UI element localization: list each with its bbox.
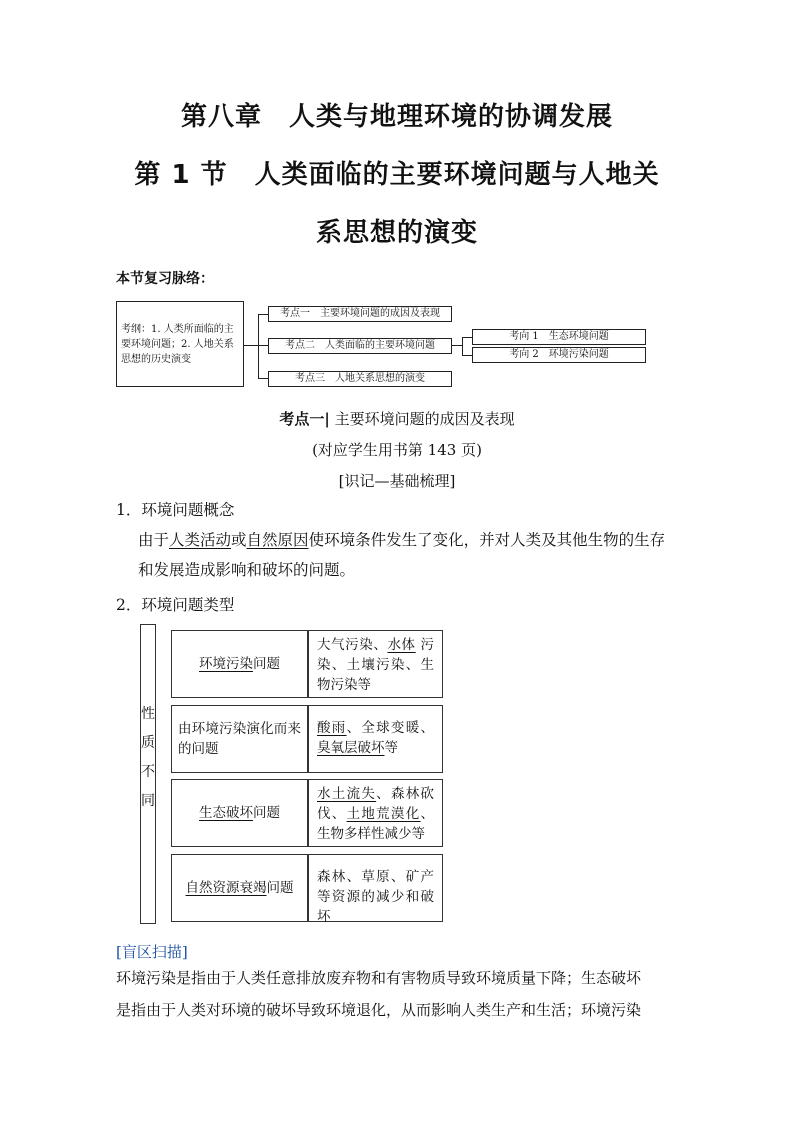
connector [244,345,258,346]
bracket-char: 质 [141,735,155,751]
section-title-line1: 第 1 节 人类面临的主要环境问题与人地关 [134,160,660,190]
blind-zone-line1: 环境污染是指由于人类任意排放废弃物和有害物质导致环境质量下降；生态破坏 [116,969,642,987]
text-span: 、生物多样性减少等 [317,806,435,842]
bracket-label [140,700,156,816]
section-title-line2: 系思想的演变 [315,218,478,248]
section1-text-line2: 和发展造成影响和破坏的问题。 [138,561,356,579]
connector [258,378,268,379]
connector [452,345,462,346]
text-span: 问题 [253,656,280,672]
blank-env-pollution: 环境污染 [199,656,253,672]
direction2-box: 考向 2 环境污染问题 [472,347,646,363]
desc-cell-resources [308,854,443,925]
desc-cell-derived [308,705,443,773]
root-line: 思想的历史演变 [121,354,191,365]
text-span: 由于 [138,531,170,549]
text-span: 污染、土壤污染、生物污染等 [317,637,435,693]
blank-ozone: 臭氧层破坏 [317,740,385,756]
text-span: 使环境条件发生了变化，并对人类及其他生物的生存 [308,531,666,549]
kaodian-header [0,408,794,429]
type-cell-derived [171,705,308,773]
text-span: 大气污染、 [317,637,388,653]
desc-cell-pollution [308,630,443,698]
kaodian-ref: (对应学生用书第 143 页) [312,441,482,459]
type-cell-ecology [171,779,308,847]
text-span: 、全球变暖、 [346,720,435,736]
direction1-box: 考向 1 生态环境问题 [472,329,646,345]
bracket-char: 同 [141,793,155,809]
blank-human-activity: 人类活动 [169,531,232,549]
kaodian-title: 主要环境问题的成因及表现 [334,410,515,428]
blank-eco-damage: 生态破坏 [199,805,253,821]
blind-zone-tag: [盲区扫描] [116,943,188,961]
root-line: 考纲：1. 人类所面临的主 [121,324,234,335]
type-cell-pollution [171,630,308,698]
point3-box: 考点三 人地关系思想的演变 [268,371,452,387]
connector [462,337,472,338]
connector [258,314,268,315]
root-line: 要环境问题；2. 人地关系 [121,339,234,350]
bracket-char: 不 [141,764,155,780]
section1-heading: 1．环境问题概念 [116,501,235,519]
text-span: 森林、草原、矿产等资源的减少和破坏 [317,869,434,925]
blank-desertification: 土地荒漠化 [346,806,421,822]
point1-box: 考点一 主要环境问题的成因及表现 [268,306,452,322]
text-span: 问题 [266,880,294,896]
section2-heading: 2．环境问题类型 [116,596,235,614]
section1-text-line1 [138,526,665,554]
kaodian-num: 一 [309,410,325,428]
connector [462,337,463,355]
review-label: 本节复习脉络： [116,271,214,287]
text-span: 、森林砍伐、 [317,786,435,822]
blind-zone-line2: 是指由于人类对环境的破坏导致环境退化，从而影响人类生产和生活；环境污染 [116,1001,642,1019]
bracket-char: 性 [141,706,155,722]
desc-cell-ecology [308,779,443,847]
kaodian-prefix: 考点 [279,410,310,428]
mindmap-root [116,301,244,387]
chapter-title: 第八章 人类与地理环境的协调发展 [180,102,613,132]
text-span: 问题 [253,805,280,821]
blank-natural-cause: 自然原因 [246,531,309,549]
kaodian-tag: [识记—基础梳理] [338,472,456,490]
blank-acid-rain: 酸雨 [317,720,347,736]
connector [462,355,472,356]
connector [258,314,259,378]
blank-water: 水体 [387,637,416,653]
text-span: 或 [231,531,247,549]
text-span: 由环境污染演化而来的问题 [178,721,301,757]
connector [258,345,268,346]
type-cell-resources [171,854,308,922]
text-span: 等 [384,740,398,756]
kaodian-divider: | [324,410,330,428]
blank-resource-depletion: 自然资源衰竭 [185,880,267,896]
point2-box: 考点二 人类面临的主要环境问题 [268,338,452,354]
blank-soil-erosion: 水土流失 [317,786,377,802]
